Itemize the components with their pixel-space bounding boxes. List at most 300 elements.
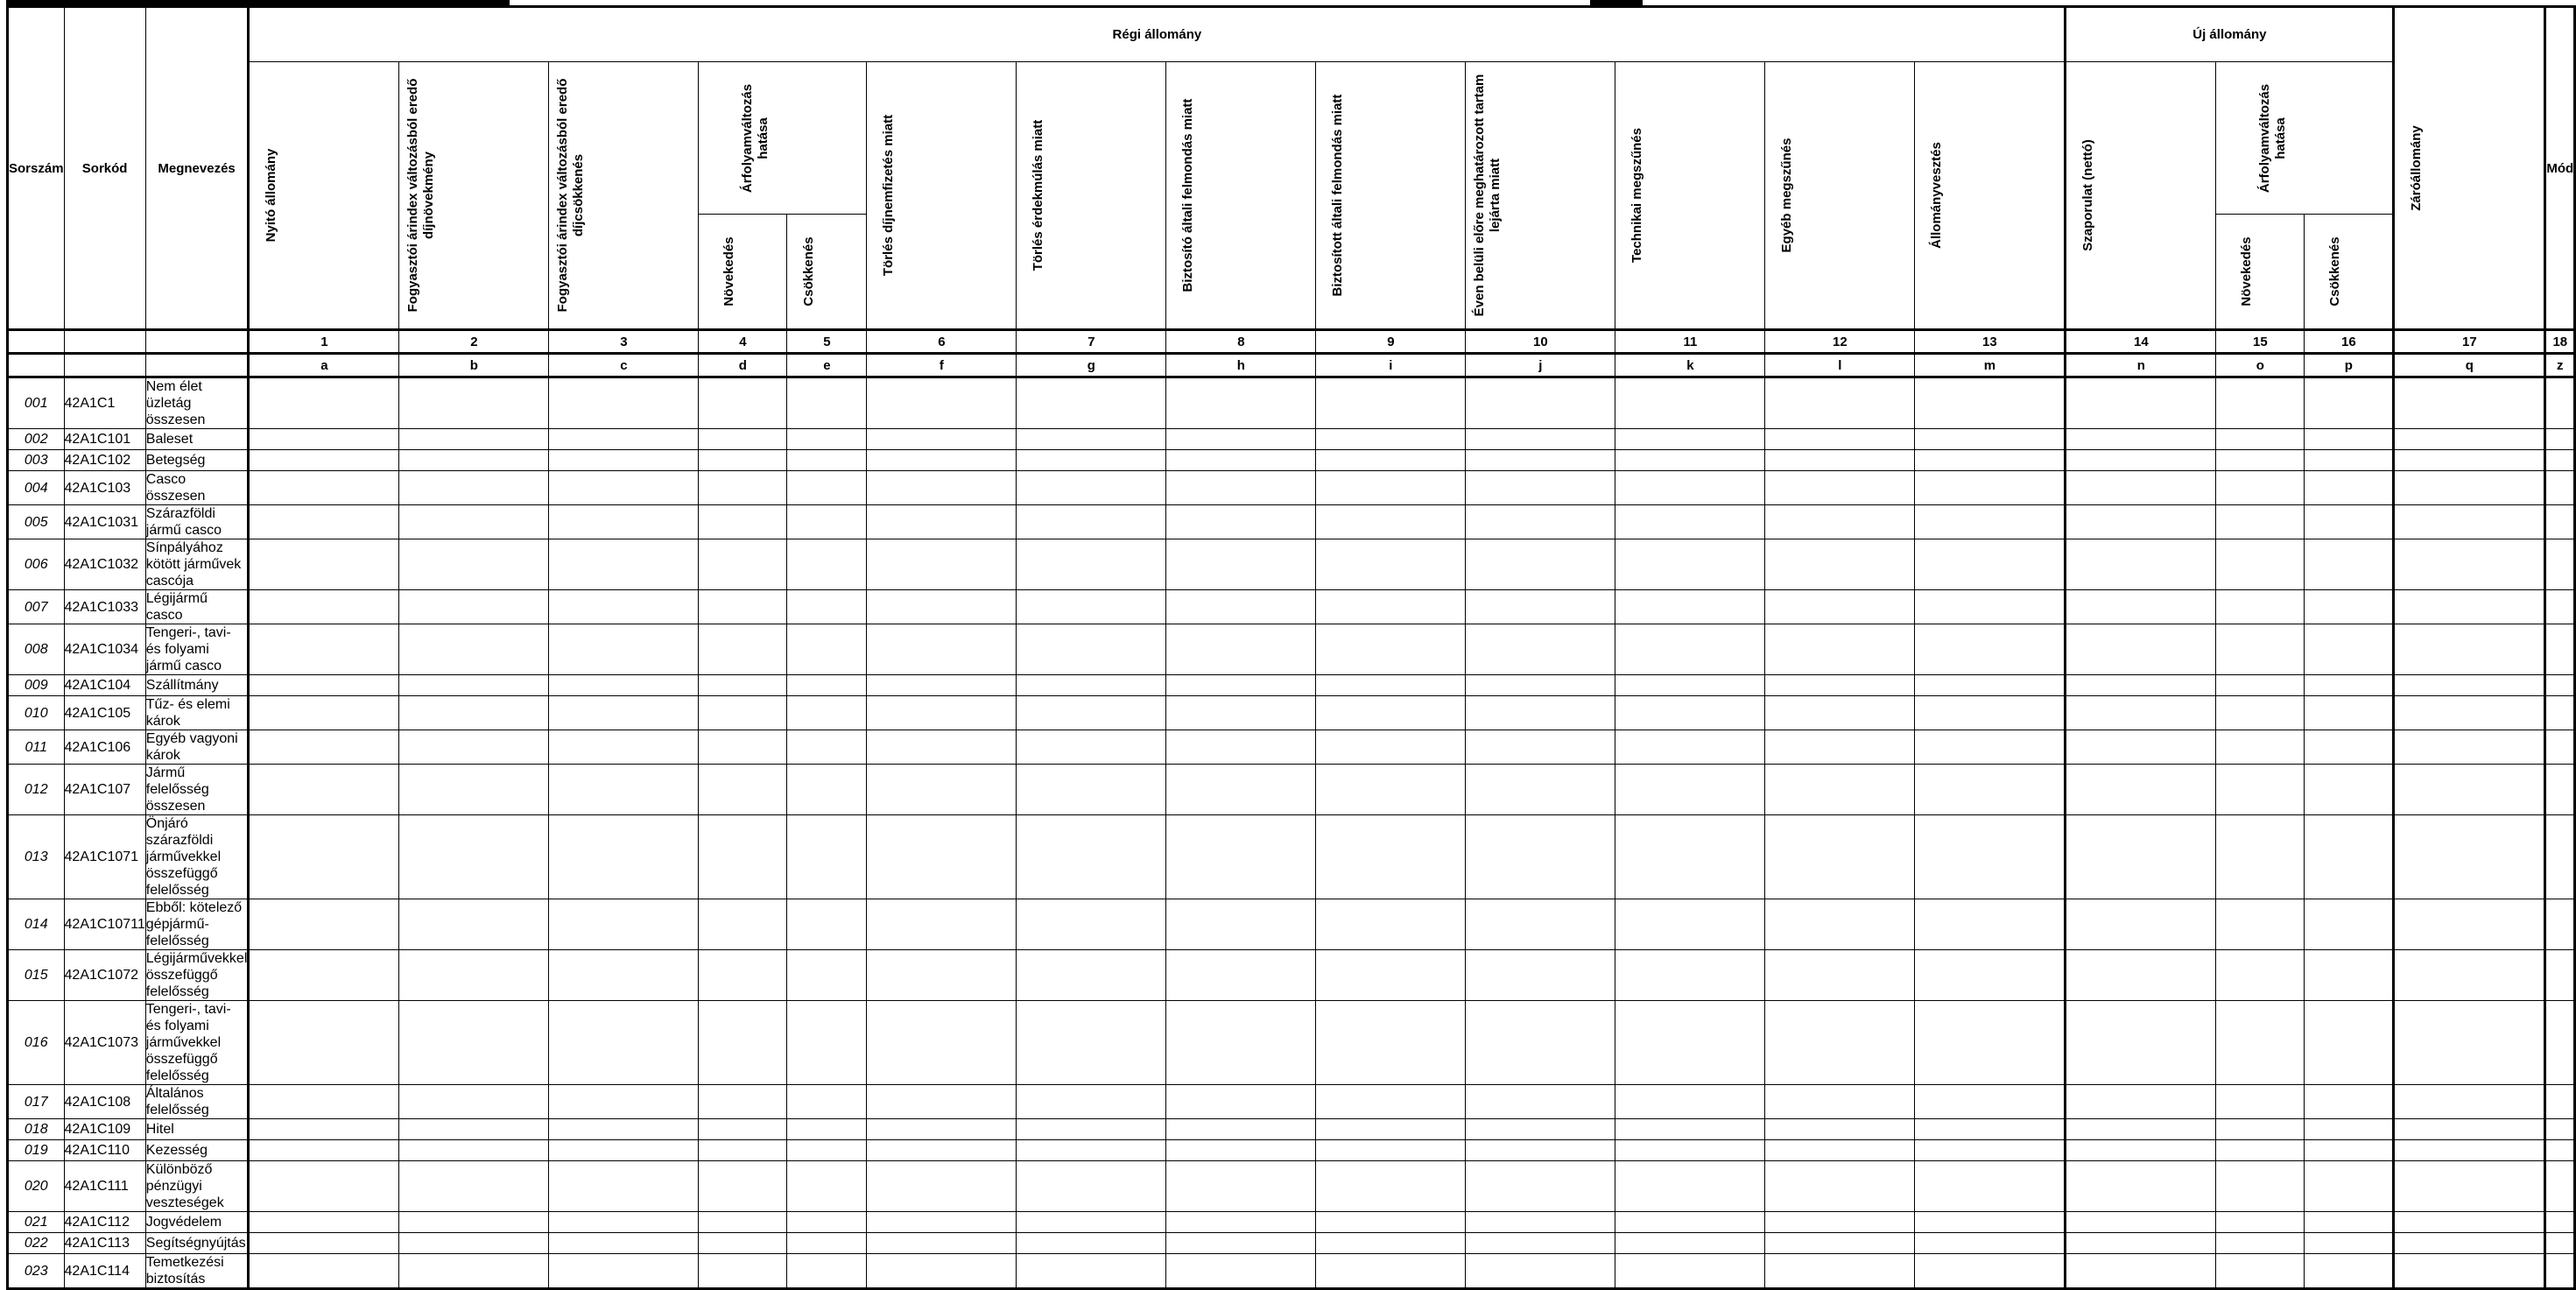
data-cell-col4[interactable]: [699, 1161, 787, 1212]
data-cell-col7[interactable]: [1017, 539, 1166, 590]
data-cell-col3[interactable]: [549, 1001, 699, 1085]
data-cell-col1[interactable]: [249, 539, 399, 590]
data-cell-col17[interactable]: [2394, 1233, 2545, 1254]
data-cell-col17[interactable]: [2394, 1161, 2545, 1212]
data-cell-col3[interactable]: [549, 815, 699, 899]
data-cell-col14[interactable]: [2066, 1233, 2216, 1254]
data-cell-col1[interactable]: [249, 1001, 399, 1085]
data-cell-col7[interactable]: [1017, 471, 1166, 505]
data-cell-col13[interactable]: [1915, 377, 2066, 429]
data-cell-col17[interactable]: [2394, 815, 2545, 899]
data-cell-col10[interactable]: [1466, 730, 1615, 765]
data-cell-col5[interactable]: [787, 471, 867, 505]
data-cell-col8[interactable]: [1166, 1161, 1316, 1212]
data-cell-col17[interactable]: [2394, 450, 2545, 471]
data-cell-col17[interactable]: [2394, 1001, 2545, 1085]
data-cell-col3[interactable]: [549, 377, 699, 429]
data-cell-col13[interactable]: [1915, 675, 2066, 696]
data-cell-col2[interactable]: [399, 1140, 549, 1161]
data-cell-col1[interactable]: [249, 899, 399, 950]
data-cell-col17[interactable]: [2394, 950, 2545, 1001]
data-cell-col11[interactable]: [1615, 471, 1765, 505]
data-cell-col7[interactable]: [1017, 1254, 1166, 1289]
data-cell-col6[interactable]: [867, 1140, 1017, 1161]
data-cell-col7[interactable]: [1017, 1119, 1166, 1140]
data-cell-col1[interactable]: [249, 675, 399, 696]
data-cell-col4[interactable]: [699, 696, 787, 730]
data-cell-col12[interactable]: [1765, 815, 1915, 899]
data-cell-col7[interactable]: [1017, 1140, 1166, 1161]
data-cell-col16[interactable]: [2305, 815, 2394, 899]
data-cell-col10[interactable]: [1466, 1119, 1615, 1140]
data-cell-col16[interactable]: [2305, 505, 2394, 539]
data-cell-col8[interactable]: [1166, 450, 1316, 471]
data-cell-col18[interactable]: [2545, 1119, 2575, 1140]
data-cell-col11[interactable]: [1615, 377, 1765, 429]
data-cell-col9[interactable]: [1316, 1212, 1466, 1233]
data-cell-col9[interactable]: [1316, 505, 1466, 539]
data-cell-col8[interactable]: [1166, 1085, 1316, 1119]
data-cell-col6[interactable]: [867, 696, 1017, 730]
data-cell-col5[interactable]: [787, 765, 867, 815]
data-cell-col14[interactable]: [2066, 696, 2216, 730]
data-cell-col16[interactable]: [2305, 450, 2394, 471]
data-cell-col18[interactable]: [2545, 539, 2575, 590]
data-cell-col4[interactable]: [699, 899, 787, 950]
data-cell-col8[interactable]: [1166, 675, 1316, 696]
data-cell-col5[interactable]: [787, 730, 867, 765]
data-cell-col1[interactable]: [249, 471, 399, 505]
data-cell-col7[interactable]: [1017, 450, 1166, 471]
data-cell-col10[interactable]: [1466, 675, 1615, 696]
data-cell-col3[interactable]: [549, 1161, 699, 1212]
data-cell-col2[interactable]: [399, 450, 549, 471]
data-cell-col15[interactable]: [2216, 1001, 2305, 1085]
data-cell-col15[interactable]: [2216, 899, 2305, 950]
data-cell-col4[interactable]: [699, 450, 787, 471]
data-cell-col14[interactable]: [2066, 450, 2216, 471]
data-cell-col9[interactable]: [1316, 1119, 1466, 1140]
data-cell-col3[interactable]: [549, 505, 699, 539]
data-cell-col16[interactable]: [2305, 1161, 2394, 1212]
data-cell-col17[interactable]: [2394, 696, 2545, 730]
data-cell-col12[interactable]: [1765, 590, 1915, 624]
data-cell-col11[interactable]: [1615, 624, 1765, 675]
data-cell-col7[interactable]: [1017, 1212, 1166, 1233]
data-cell-col11[interactable]: [1615, 1212, 1765, 1233]
data-cell-col3[interactable]: [549, 471, 699, 505]
data-cell-col13[interactable]: [1915, 539, 2066, 590]
data-cell-col13[interactable]: [1915, 765, 2066, 815]
data-cell-col16[interactable]: [2305, 1233, 2394, 1254]
data-cell-col15[interactable]: [2216, 450, 2305, 471]
data-cell-col7[interactable]: [1017, 765, 1166, 815]
data-cell-col7[interactable]: [1017, 899, 1166, 950]
data-cell-col9[interactable]: [1316, 590, 1466, 624]
data-cell-col12[interactable]: [1765, 1119, 1915, 1140]
data-cell-col6[interactable]: [867, 429, 1017, 450]
data-cell-col3[interactable]: [549, 1212, 699, 1233]
data-cell-col3[interactable]: [549, 624, 699, 675]
data-cell-col12[interactable]: [1765, 899, 1915, 950]
data-cell-col15[interactable]: [2216, 696, 2305, 730]
data-cell-col5[interactable]: [787, 505, 867, 539]
data-cell-col3[interactable]: [549, 1254, 699, 1289]
data-cell-col14[interactable]: [2066, 1161, 2216, 1212]
data-cell-col16[interactable]: [2305, 1001, 2394, 1085]
data-cell-col7[interactable]: [1017, 1001, 1166, 1085]
data-cell-col17[interactable]: [2394, 539, 2545, 590]
data-cell-col11[interactable]: [1615, 1140, 1765, 1161]
data-cell-col6[interactable]: [867, 1254, 1017, 1289]
data-cell-col8[interactable]: [1166, 765, 1316, 815]
data-cell-col13[interactable]: [1915, 1161, 2066, 1212]
data-cell-col16[interactable]: [2305, 1085, 2394, 1119]
data-cell-col5[interactable]: [787, 1085, 867, 1119]
data-cell-col4[interactable]: [699, 377, 787, 429]
data-cell-col13[interactable]: [1915, 950, 2066, 1001]
data-cell-col13[interactable]: [1915, 1085, 2066, 1119]
data-cell-col16[interactable]: [2305, 765, 2394, 815]
data-cell-col13[interactable]: [1915, 1140, 2066, 1161]
data-cell-col9[interactable]: [1316, 765, 1466, 815]
data-cell-col1[interactable]: [249, 950, 399, 1001]
data-cell-col16[interactable]: [2305, 950, 2394, 1001]
data-cell-col4[interactable]: [699, 730, 787, 765]
data-cell-col8[interactable]: [1166, 815, 1316, 899]
data-cell-col6[interactable]: [867, 1212, 1017, 1233]
data-cell-col10[interactable]: [1466, 815, 1615, 899]
data-cell-col15[interactable]: [2216, 1085, 2305, 1119]
data-cell-col2[interactable]: [399, 590, 549, 624]
data-cell-col2[interactable]: [399, 429, 549, 450]
data-cell-col14[interactable]: [2066, 590, 2216, 624]
data-cell-col7[interactable]: [1017, 1161, 1166, 1212]
data-cell-col7[interactable]: [1017, 815, 1166, 899]
data-cell-col7[interactable]: [1017, 624, 1166, 675]
data-cell-col14[interactable]: [2066, 730, 2216, 765]
data-cell-col15[interactable]: [2216, 1233, 2305, 1254]
data-cell-col5[interactable]: [787, 1140, 867, 1161]
data-cell-col14[interactable]: [2066, 624, 2216, 675]
data-cell-col10[interactable]: [1466, 505, 1615, 539]
data-cell-col2[interactable]: [399, 377, 549, 429]
data-cell-col6[interactable]: [867, 624, 1017, 675]
data-cell-col14[interactable]: [2066, 1254, 2216, 1289]
data-cell-col6[interactable]: [867, 899, 1017, 950]
data-cell-col8[interactable]: [1166, 1212, 1316, 1233]
data-cell-col3[interactable]: [549, 1140, 699, 1161]
data-cell-col8[interactable]: [1166, 950, 1316, 1001]
data-cell-col1[interactable]: [249, 730, 399, 765]
data-cell-col3[interactable]: [549, 696, 699, 730]
data-cell-col6[interactable]: [867, 675, 1017, 696]
data-cell-col3[interactable]: [549, 730, 699, 765]
data-cell-col12[interactable]: [1765, 765, 1915, 815]
data-cell-col6[interactable]: [867, 950, 1017, 1001]
data-cell-col11[interactable]: [1615, 950, 1765, 1001]
data-cell-col13[interactable]: [1915, 1119, 2066, 1140]
data-cell-col17[interactable]: [2394, 1085, 2545, 1119]
data-cell-col6[interactable]: [867, 1161, 1017, 1212]
data-cell-col3[interactable]: [549, 950, 699, 1001]
data-cell-col10[interactable]: [1466, 471, 1615, 505]
data-cell-col5[interactable]: [787, 815, 867, 899]
data-cell-col2[interactable]: [399, 539, 549, 590]
data-cell-col4[interactable]: [699, 1254, 787, 1289]
data-cell-col4[interactable]: [699, 1085, 787, 1119]
data-cell-col16[interactable]: [2305, 1140, 2394, 1161]
data-cell-col8[interactable]: [1166, 1119, 1316, 1140]
data-cell-col7[interactable]: [1017, 505, 1166, 539]
data-cell-col10[interactable]: [1466, 624, 1615, 675]
data-cell-col9[interactable]: [1316, 1254, 1466, 1289]
data-cell-col8[interactable]: [1166, 590, 1316, 624]
data-cell-col17[interactable]: [2394, 1119, 2545, 1140]
data-cell-col12[interactable]: [1765, 950, 1915, 1001]
data-cell-col2[interactable]: [399, 675, 549, 696]
data-cell-col13[interactable]: [1915, 899, 2066, 950]
data-cell-col6[interactable]: [867, 450, 1017, 471]
data-cell-col11[interactable]: [1615, 765, 1765, 815]
data-cell-col18[interactable]: [2545, 471, 2575, 505]
data-cell-col8[interactable]: [1166, 1254, 1316, 1289]
data-cell-col13[interactable]: [1915, 696, 2066, 730]
data-cell-col5[interactable]: [787, 1233, 867, 1254]
data-cell-col17[interactable]: [2394, 675, 2545, 696]
data-cell-col16[interactable]: [2305, 899, 2394, 950]
data-cell-col13[interactable]: [1915, 624, 2066, 675]
data-cell-col4[interactable]: [699, 1140, 787, 1161]
data-cell-col13[interactable]: [1915, 590, 2066, 624]
data-cell-col11[interactable]: [1615, 505, 1765, 539]
data-cell-col7[interactable]: [1017, 590, 1166, 624]
data-cell-col2[interactable]: [399, 1233, 549, 1254]
data-cell-col5[interactable]: [787, 590, 867, 624]
data-cell-col1[interactable]: [249, 1212, 399, 1233]
data-cell-col18[interactable]: [2545, 624, 2575, 675]
data-cell-col13[interactable]: [1915, 730, 2066, 765]
data-cell-col18[interactable]: [2545, 815, 2575, 899]
data-cell-col6[interactable]: [867, 377, 1017, 429]
data-cell-col14[interactable]: [2066, 505, 2216, 539]
data-cell-col8[interactable]: [1166, 377, 1316, 429]
data-cell-col2[interactable]: [399, 1119, 549, 1140]
data-cell-col14[interactable]: [2066, 815, 2216, 899]
data-cell-col2[interactable]: [399, 624, 549, 675]
data-cell-col8[interactable]: [1166, 730, 1316, 765]
data-cell-col16[interactable]: [2305, 471, 2394, 505]
data-cell-col11[interactable]: [1615, 1001, 1765, 1085]
data-cell-col6[interactable]: [867, 505, 1017, 539]
data-cell-col11[interactable]: [1615, 815, 1765, 899]
data-cell-col1[interactable]: [249, 1140, 399, 1161]
data-cell-col16[interactable]: [2305, 539, 2394, 590]
data-cell-col3[interactable]: [549, 590, 699, 624]
data-cell-col14[interactable]: [2066, 950, 2216, 1001]
data-cell-col11[interactable]: [1615, 1254, 1765, 1289]
data-cell-col1[interactable]: [249, 1161, 399, 1212]
data-cell-col14[interactable]: [2066, 1212, 2216, 1233]
data-cell-col10[interactable]: [1466, 1161, 1615, 1212]
data-cell-col10[interactable]: [1466, 950, 1615, 1001]
data-cell-col5[interactable]: [787, 696, 867, 730]
data-cell-col17[interactable]: [2394, 899, 2545, 950]
data-cell-col15[interactable]: [2216, 1254, 2305, 1289]
data-cell-col2[interactable]: [399, 1254, 549, 1289]
data-cell-col8[interactable]: [1166, 505, 1316, 539]
data-cell-col1[interactable]: [249, 377, 399, 429]
data-cell-col1[interactable]: [249, 815, 399, 899]
data-cell-col11[interactable]: [1615, 730, 1765, 765]
data-cell-col10[interactable]: [1466, 765, 1615, 815]
data-cell-col3[interactable]: [549, 1085, 699, 1119]
data-cell-col12[interactable]: [1765, 1161, 1915, 1212]
data-cell-col4[interactable]: [699, 1119, 787, 1140]
data-cell-col11[interactable]: [1615, 590, 1765, 624]
data-cell-col5[interactable]: [787, 539, 867, 590]
data-cell-col16[interactable]: [2305, 1119, 2394, 1140]
data-cell-col4[interactable]: [699, 815, 787, 899]
data-cell-col1[interactable]: [249, 505, 399, 539]
data-cell-col8[interactable]: [1166, 429, 1316, 450]
data-cell-col3[interactable]: [549, 1233, 699, 1254]
data-cell-col6[interactable]: [867, 590, 1017, 624]
data-cell-col17[interactable]: [2394, 1140, 2545, 1161]
data-cell-col18[interactable]: [2545, 590, 2575, 624]
data-cell-col16[interactable]: [2305, 696, 2394, 730]
data-cell-col4[interactable]: [699, 1233, 787, 1254]
data-cell-col5[interactable]: [787, 1161, 867, 1212]
data-cell-col15[interactable]: [2216, 675, 2305, 696]
data-cell-col2[interactable]: [399, 730, 549, 765]
data-cell-col17[interactable]: [2394, 1212, 2545, 1233]
data-cell-col14[interactable]: [2066, 377, 2216, 429]
data-cell-col15[interactable]: [2216, 624, 2305, 675]
data-cell-col15[interactable]: [2216, 765, 2305, 815]
data-cell-col18[interactable]: [2545, 950, 2575, 1001]
data-cell-col4[interactable]: [699, 471, 787, 505]
data-cell-col17[interactable]: [2394, 765, 2545, 815]
data-cell-col1[interactable]: [249, 1085, 399, 1119]
data-cell-col3[interactable]: [549, 539, 699, 590]
data-cell-col4[interactable]: [699, 505, 787, 539]
data-cell-col18[interactable]: [2545, 765, 2575, 815]
data-cell-col12[interactable]: [1765, 1254, 1915, 1289]
data-cell-col14[interactable]: [2066, 1140, 2216, 1161]
data-cell-col14[interactable]: [2066, 1085, 2216, 1119]
data-cell-col17[interactable]: [2394, 429, 2545, 450]
data-cell-col11[interactable]: [1615, 429, 1765, 450]
data-cell-col13[interactable]: [1915, 471, 2066, 505]
data-cell-col12[interactable]: [1765, 1085, 1915, 1119]
data-cell-col14[interactable]: [2066, 765, 2216, 815]
data-cell-col11[interactable]: [1615, 1161, 1765, 1212]
data-cell-col16[interactable]: [2305, 1254, 2394, 1289]
data-cell-col10[interactable]: [1466, 1254, 1615, 1289]
data-cell-col12[interactable]: [1765, 675, 1915, 696]
data-cell-col13[interactable]: [1915, 429, 2066, 450]
data-cell-col14[interactable]: [2066, 429, 2216, 450]
data-cell-col3[interactable]: [549, 675, 699, 696]
data-cell-col15[interactable]: [2216, 1161, 2305, 1212]
data-cell-col12[interactable]: [1765, 1233, 1915, 1254]
data-cell-col16[interactable]: [2305, 429, 2394, 450]
data-cell-col18[interactable]: [2545, 1140, 2575, 1161]
data-cell-col11[interactable]: [1615, 675, 1765, 696]
data-cell-col12[interactable]: [1765, 429, 1915, 450]
data-cell-col12[interactable]: [1765, 624, 1915, 675]
data-cell-col18[interactable]: [2545, 1233, 2575, 1254]
data-cell-col5[interactable]: [787, 899, 867, 950]
data-cell-col9[interactable]: [1316, 815, 1466, 899]
data-cell-col17[interactable]: [2394, 1254, 2545, 1289]
data-cell-col9[interactable]: [1316, 471, 1466, 505]
data-cell-col10[interactable]: [1466, 696, 1615, 730]
data-cell-col11[interactable]: [1615, 696, 1765, 730]
data-cell-col15[interactable]: [2216, 1140, 2305, 1161]
data-cell-col14[interactable]: [2066, 1119, 2216, 1140]
data-cell-col5[interactable]: [787, 950, 867, 1001]
data-cell-col5[interactable]: [787, 1212, 867, 1233]
data-cell-col2[interactable]: [399, 765, 549, 815]
data-cell-col18[interactable]: [2545, 429, 2575, 450]
data-cell-col7[interactable]: [1017, 1233, 1166, 1254]
data-cell-col14[interactable]: [2066, 899, 2216, 950]
data-cell-col16[interactable]: [2305, 1212, 2394, 1233]
data-cell-col8[interactable]: [1166, 1140, 1316, 1161]
data-cell-col13[interactable]: [1915, 815, 2066, 899]
data-cell-col11[interactable]: [1615, 899, 1765, 950]
data-cell-col9[interactable]: [1316, 675, 1466, 696]
data-cell-col4[interactable]: [699, 539, 787, 590]
data-cell-col4[interactable]: [699, 765, 787, 815]
data-cell-col10[interactable]: [1466, 590, 1615, 624]
data-cell-col11[interactable]: [1615, 539, 1765, 590]
data-cell-col12[interactable]: [1765, 1140, 1915, 1161]
data-cell-col2[interactable]: [399, 899, 549, 950]
data-cell-col12[interactable]: [1765, 539, 1915, 590]
data-cell-col12[interactable]: [1765, 1212, 1915, 1233]
data-cell-col6[interactable]: [867, 1119, 1017, 1140]
data-cell-col12[interactable]: [1765, 730, 1915, 765]
data-cell-col1[interactable]: [249, 1233, 399, 1254]
data-cell-col9[interactable]: [1316, 539, 1466, 590]
data-cell-col10[interactable]: [1466, 539, 1615, 590]
data-cell-col13[interactable]: [1915, 1233, 2066, 1254]
data-cell-col6[interactable]: [867, 815, 1017, 899]
data-cell-col14[interactable]: [2066, 471, 2216, 505]
data-cell-col5[interactable]: [787, 1119, 867, 1140]
data-cell-col16[interactable]: [2305, 730, 2394, 765]
data-cell-col9[interactable]: [1316, 624, 1466, 675]
data-cell-col17[interactable]: [2394, 590, 2545, 624]
data-cell-col9[interactable]: [1316, 1140, 1466, 1161]
data-cell-col1[interactable]: [249, 1254, 399, 1289]
data-cell-col8[interactable]: [1166, 696, 1316, 730]
data-cell-col3[interactable]: [549, 429, 699, 450]
data-cell-col15[interactable]: [2216, 539, 2305, 590]
data-cell-col4[interactable]: [699, 429, 787, 450]
data-cell-col12[interactable]: [1765, 696, 1915, 730]
data-cell-col7[interactable]: [1017, 1085, 1166, 1119]
data-cell-col9[interactable]: [1316, 429, 1466, 450]
data-cell-col18[interactable]: [2545, 1161, 2575, 1212]
data-cell-col13[interactable]: [1915, 1001, 2066, 1085]
data-cell-col4[interactable]: [699, 950, 787, 1001]
data-cell-col1[interactable]: [249, 696, 399, 730]
data-cell-col6[interactable]: [867, 730, 1017, 765]
